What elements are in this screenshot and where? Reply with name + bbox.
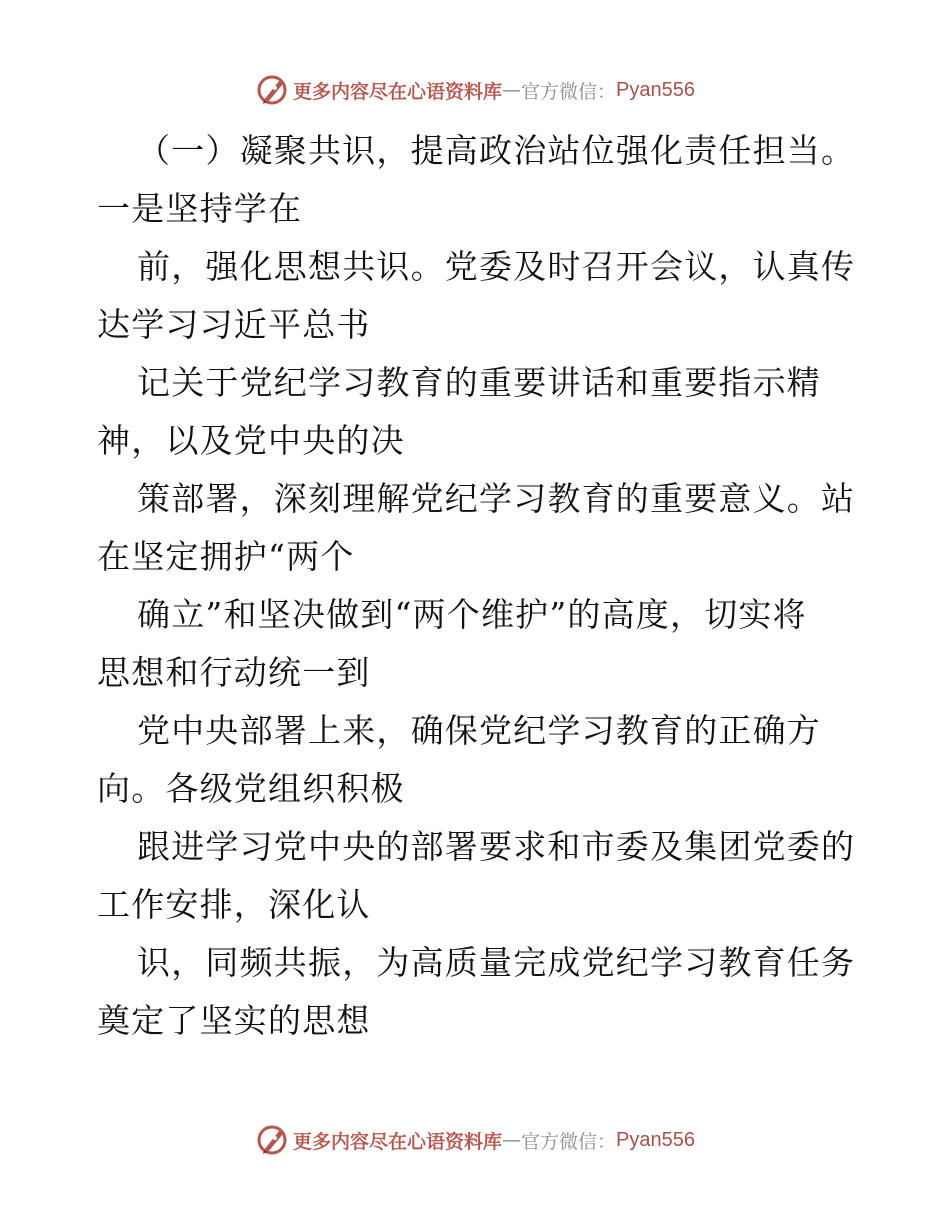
text-line: 一是坚持学在 <box>97 189 303 228</box>
text-line: 记关于党纪学习教育的重要讲话和重要指示精 <box>137 363 821 402</box>
text-line: （一）凝聚共识，提高政治站位强化责任担当。 <box>137 131 856 170</box>
banner-wechat-label: 官方微信： <box>521 80 617 103</box>
text-line: 在坚定拥护“两个 <box>97 537 355 576</box>
banner-brand-text: 更多内容尽在心语资料库 <box>293 80 503 103</box>
text-line: 向。各级党组织积极 <box>97 769 405 808</box>
banner-wechat-label: 官方微信： <box>521 1130 617 1153</box>
text-line: 达学习习近平总书 <box>97 305 371 344</box>
banner-wechat-id: Pyan556 <box>616 1128 695 1151</box>
text-line: 思想和行动统一到 <box>97 653 371 692</box>
text-line: 工作安排，深化认 <box>97 885 371 924</box>
banner-dash: — <box>502 79 522 101</box>
text-line: 确立”和坚决做到“两个维护”的高度，切实将 <box>137 595 807 634</box>
text-line: 神，以及党中央的决 <box>97 421 405 460</box>
banner-wechat-id: Pyan556 <box>616 78 695 101</box>
text-line: 奠定了坚实的思想 <box>97 1001 371 1040</box>
text-line: 识，同频共振，为高质量完成党纪学习教育任务 <box>137 943 856 982</box>
banner-brand-text: 更多内容尽在心语资料库 <box>293 1130 503 1153</box>
text-line: 前，强化思想共识。党委及时召开会议，认真传 <box>137 247 856 286</box>
text-line: 策部署，深刻理解党纪学习教育的重要意义。站 <box>137 479 856 518</box>
text-line: 党中央部署上来，确保党纪学习教育的正确方 <box>137 711 821 750</box>
pen-circle-logo-icon <box>255 73 289 107</box>
banner-dash: — <box>502 1129 522 1151</box>
footer-banner <box>0 1120 950 1160</box>
document-body <box>97 122 857 1050</box>
header-banner <box>0 70 950 110</box>
text-line: 跟进学习党中央的部署要求和市委及集团党委的 <box>137 827 856 866</box>
pen-circle-logo-icon <box>255 1123 289 1157</box>
